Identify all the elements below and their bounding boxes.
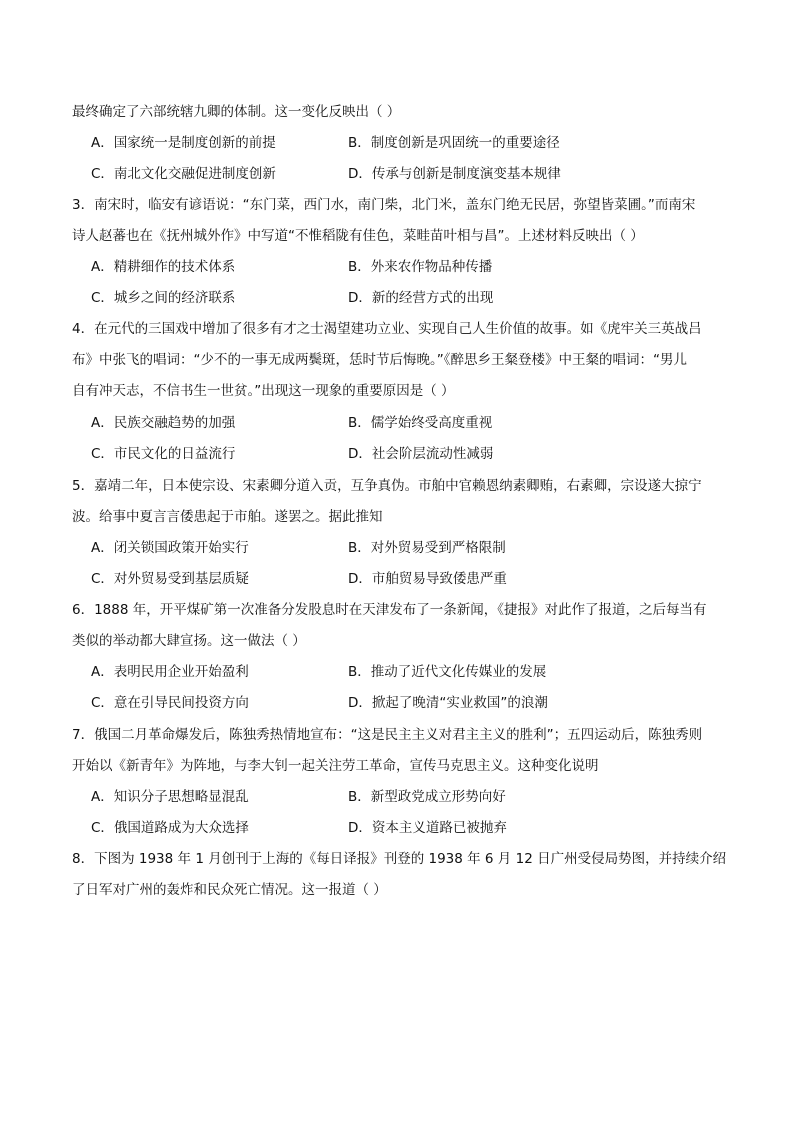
question-5-option-b: B．对外贸易受到严格限制 [348, 540, 506, 556]
question-3-option-d: D．新的经营方式的出现 [348, 290, 494, 306]
question-4-stem-line-2: 布》中张飞的唱词：“少不的一事无成两鬓斑，恁时节后悔晚。”《醉思乡王粲登楼》中王粲的唱词：“男儿 [72, 352, 687, 368]
question-2-option-d: D．传承与创新是制度演变基本规律 [348, 166, 561, 182]
question-3-option-a: A．精耕细作的技术体系 [91, 259, 236, 275]
question-3-option-c: C．城乡之间的经济联系 [91, 290, 236, 306]
question-4-option-b: B．儒学始终受高度重视 [348, 415, 493, 431]
question-6-option-b: B．推动了近代文化传媒业的发展 [348, 664, 547, 680]
question-7-option-b: B．新型政党成立形势向好 [348, 789, 506, 805]
question-2-option-c: C．南北文化交融促进制度创新 [91, 166, 276, 182]
question-6-stem-line-1: 6．1888 年，开平煤矿第一次准备分发股息时在天津发布了一条新闻，《捷报》对此作了报道，之后每当有 [72, 602, 707, 618]
question-7-stem-line-2: 开始以《新青年》为阵地，与李大钊一起关注劳工革命，宣传马克思主义。这种变化说明 [72, 758, 599, 774]
question-2-option-b: B．制度创新是巩固统一的重要途径 [348, 135, 560, 151]
question-2-stem-tail: 最终确定了六部统辖九卿的体制。这一变化反映出（ ） [72, 104, 401, 120]
question-8-stem-line-1: 8．下图为 1938 年 1 月创刊于上海的《每日译报》刊登的 1938 年 6 月 12 日广州受侵局势图，并持续介绍 [72, 851, 727, 867]
question-5-stem-line-1: 5．嘉靖二年，日本使宗设、宋素卿分道入贡，互争真伪。市舶中官赖恩纳素卿贿，右素卿，宗设遂大掠宁 [72, 478, 702, 494]
question-5-option-d: D．市舶贸易导致倭患严重 [348, 571, 507, 587]
question-4-stem-line-3: 自有冲天志，不信书生一世贫。”出现这一现象的重要原因是（ ） [72, 383, 455, 399]
question-4-stem-line-1: 4．在元代的三国戏中增加了很多有才之士渴望建功立业、实现自己人生价值的故事。如《虎牢关三英战吕 [72, 321, 702, 337]
question-7-option-a: A．知识分子思想略显混乱 [91, 789, 249, 805]
question-7-option-d: D．资本主义道路已被抛弃 [348, 820, 507, 836]
question-3-stem-line-1: 3．南宋时，临安有谚语说：“东门菜，西门水，南门柴，北门米，盖东门绝无民居，弥望皆菜圃。”而南宋 [72, 197, 696, 213]
question-6-option-d: D．掀起了晚清“实业救国”的浪潮 [348, 695, 548, 711]
question-2-option-a: A．国家统一是制度创新的前提 [91, 135, 276, 151]
question-5-stem-line-2: 波。给事中夏言言倭患起于市舶。遂罢之。据此推知 [72, 509, 383, 525]
question-6-option-a: A．表明民用企业开始盈利 [91, 664, 249, 680]
question-7-option-c: C．俄国道路成为大众选择 [91, 820, 249, 836]
question-4-option-c: C．市民文化的日益流行 [91, 446, 236, 462]
question-5-option-c: C．对外贸易受到基层质疑 [91, 571, 249, 587]
question-4-option-d: D．社会阶层流动性减弱 [348, 446, 494, 462]
question-6-stem-line-2: 类似的举动都大肆宣扬。这一做法（ ） [72, 633, 306, 649]
question-3-option-b: B．外来农作物品种传播 [348, 259, 493, 275]
question-6-option-c: C．意在引导民间投资方向 [91, 695, 249, 711]
question-7-stem-line-1: 7．俄国二月革命爆发后，陈独秀热情地宣布：“这是民主主义对君主主义的胜利”；五四运动后，陈独秀则 [72, 727, 703, 743]
question-8-stem-line-2: 了日军对广州的轰炸和民众死亡情况。这一报道（ ） [72, 882, 387, 898]
question-3-stem-line-2: 诗人赵蕃也在《抚州城外作》中写道“不惟稻陇有佳色，菜畦苗叶相与昌”。上述材料反映出（ ） [72, 228, 644, 244]
question-5-option-a: A．闭关锁国政策开始实行 [91, 540, 249, 556]
question-4-option-a: A．民族交融趋势的加强 [91, 415, 236, 431]
